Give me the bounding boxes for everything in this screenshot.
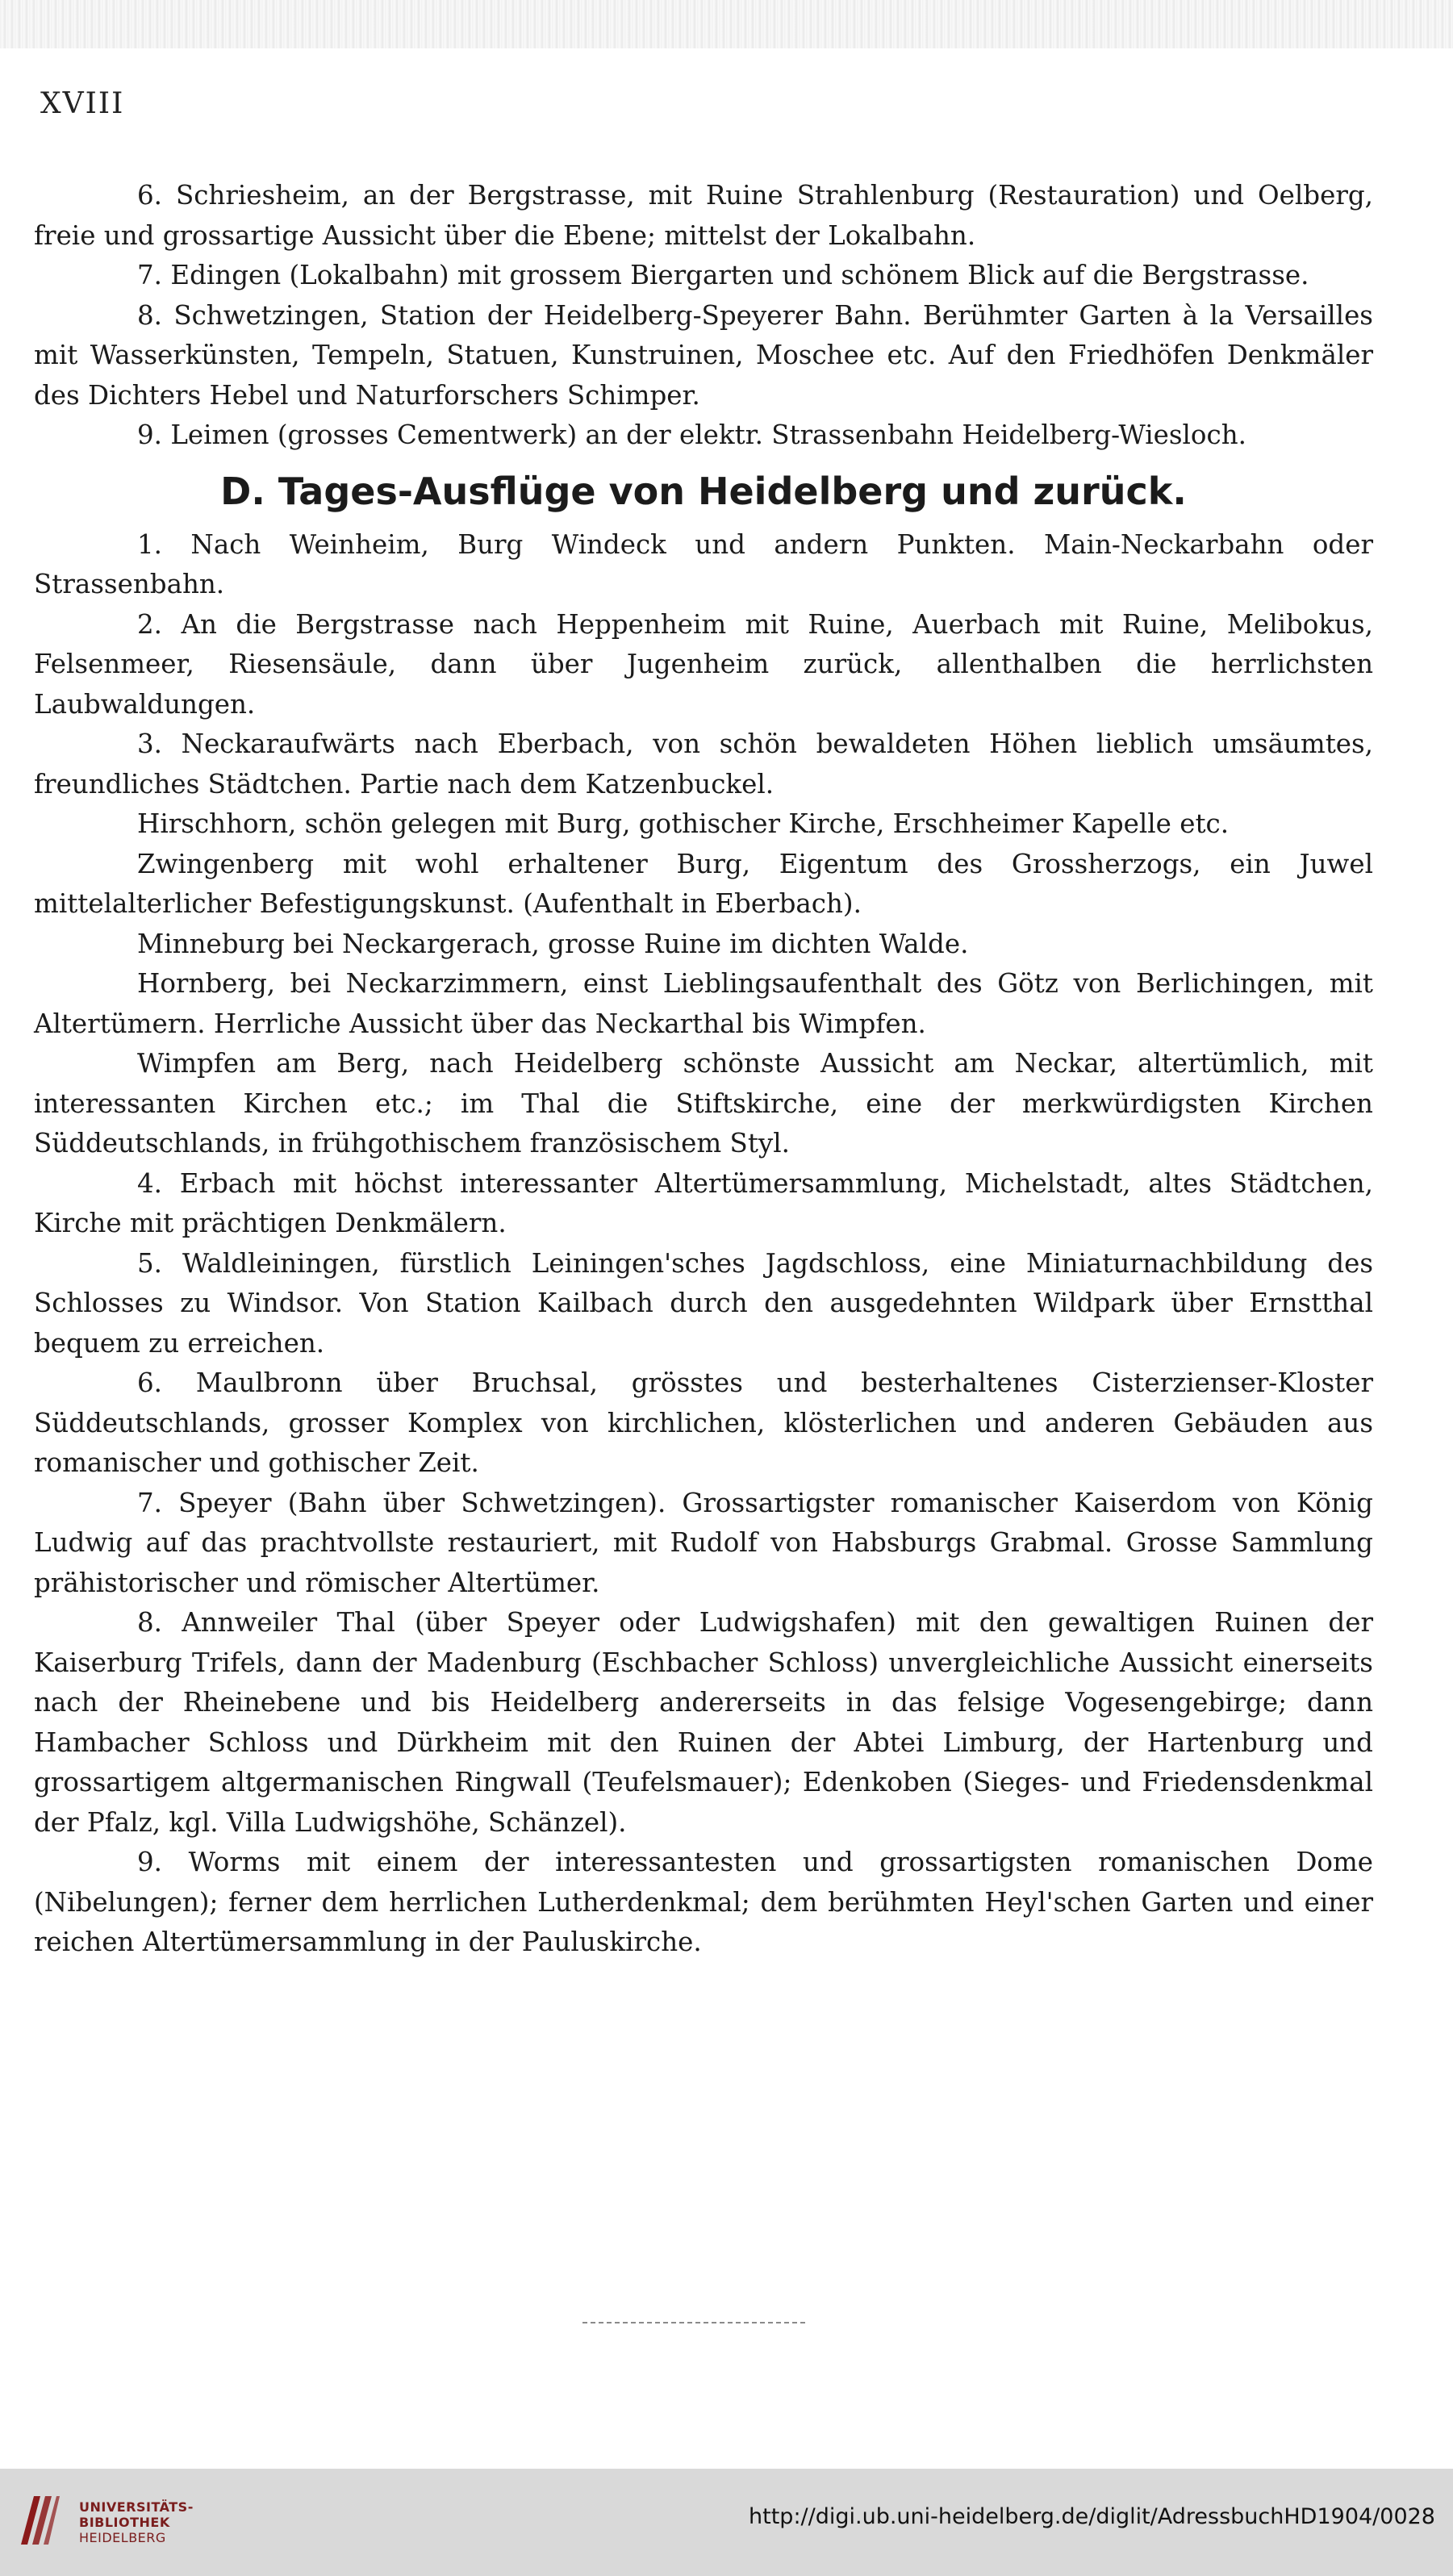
page-number: XVIII [40, 87, 125, 120]
library-name [79, 2499, 257, 2545]
library-logo-icon [16, 2491, 61, 2549]
paragraph-erbach: 4. Erbach mit höchst interessanter Altertümersammlung, Michelstadt, altes Städtchen, Kirche mit prächtigen Denkmälern. [34, 1167, 1373, 1238]
paragraph-maulbronn: 6. Maulbronn über Bruchsal, grösstes und besterhaltenes Cisterzienser-Kloster Süddeutschlands, grosser Komplex von kirchlichen, klösterlichen und anderen Gebäuden aus romanischer und gothischer Zeit. [34, 1367, 1373, 1478]
paragraph-leimen: 9. Leimen (grosses Cementwerk) an der elektr. Strassenbahn Heidelberg-Wiesloch. [137, 420, 1246, 450]
paragraph-edingen: 7. Edingen (Lokalbahn) mit grossem Biergarten und schönem Blick auf die Bergstrasse. [137, 260, 1309, 290]
paragraph-hirschhorn: Hirschhorn, schön gelegen mit Burg, gothischer Kirche, Erschheimer Kapelle etc. [137, 808, 1230, 839]
paragraph-schwetzingen: 8. Schwetzingen, Station der Heidelberg-Speyerer Bahn. Berühmter Garten à la Versailles mit Wasserkünsten, Tempeln, Statuen, Kunstruinen, Moschee etc. Auf den Friedhöfen Denkmäler des Dichters Hebel und Naturforschers Schimper. [34, 299, 1373, 411]
paragraph-annweiler: 8. Annweiler Thal (über Speyer oder Ludwigshafen) mit den gewaltigen Ruinen der Kaiserburg Trifels, dann der Madenburg (Eschbacher Schloss) unvergleichliche Aussicht einerseits nach der Rheinebene und bis Heidelberg andererseits in das felsige Vogesengebirge; dann Hambacher Schloss und Dürkheim mit den Ruinen der Abtei Limburg, der Hartenburg und grossartigem altgermanischen Ringwall (Teufelsmauer); Edenkoben (Sieges- und Friedensdenkmal der Pfalz, kgl. Villa Ludwigshöhe, Schänzel). [34, 1607, 1373, 1838]
paragraph-waldleiningen: 5. Waldleiningen, fürstlich Leiningen'sches Jagdschloss, eine Miniaturnachbildung des Schlosses zu Windsor. Von Station Kailbach durch den ausgedehnten Wildpark über Ernstthal bequem zu erreichen. [34, 1247, 1373, 1359]
paragraph-schriesheim: 6. Schriesheim, an der Bergstrasse, mit Ruine Strahlenburg (Restauration) und Oelberg, freie und grossartige Aussicht über die Ebene; mittelst der Lokalbahn. [34, 180, 1373, 251]
paragraph-zwingenberg: Zwingenberg mit wohl erhaltener Burg, Eigentum des Grossherzogs, ein Juwel mittelalterlicher Befestigungskunst. (Aufenthalt in Eberbach). [34, 848, 1373, 919]
paragraph-eberbach: 3. Neckaraufwärts nach Eberbach, von schön bewaldeten Höhen lieblich umsäumtes, freundliches Städtchen. Partie nach dem Katzenbuckel. [34, 729, 1373, 800]
paragraph-worms: 9. Worms mit einem der interessantesten und grossartigsten romanischen Dome (Nibelungen); ferner dem herrlichen Lutherdenkmal; dem berühmten Heyl'schen Garten und einer reichen Altertümersammlung in der Pauluskirche. [34, 1847, 1373, 1957]
paragraph-speyer: 7. Speyer (Bahn über Schwetzingen). Grossartigster romanischer Kaiserdom von König Ludwig auf das prachtvollste restauriert, mit Rudolf von Habsburgs Grabmal. Grosse Sammlung prähistorischer und römischer Altertümer. [34, 1487, 1373, 1598]
source-url-link[interactable]: http://digi.ub.uni-heidelberg.de/diglit/AdressbuchHD1904/0028 [749, 2504, 1435, 2529]
library-name-line2: BIBLIOTHEK [79, 2515, 170, 2530]
library-name-line1: UNIVERSITÄTS- [79, 2499, 194, 2515]
section-heading: D. Tages-Ausflüge von Heidelberg und zurück. [220, 469, 1187, 513]
paragraph-hornberg: Hornberg, bei Neckarzimmern, einst Lieblingsaufenthalt des Götz von Berlichingen, mit Altertümern. Herrliche Aussicht über das Neckarthal bis Wimpfen. [34, 968, 1373, 1039]
library-name-line3: HEIDELBERG [79, 2530, 166, 2545]
end-divider [582, 2322, 805, 2323]
paragraph-bergstrasse: 2. An die Bergstrasse nach Heppenheim mit Ruine, Auerbach mit Ruine, Melibokus, Felsenmeer, Riesensäule, dann über Jugenheim zurück, allenthalben die herrlichsten Laubwaldungen. [34, 608, 1373, 720]
scan-edge-noise [0, 0, 1453, 48]
footer-bar [0, 2469, 1453, 2576]
page-body [34, 176, 1373, 1963]
paragraph-weinheim: 1. Nach Weinheim, Burg Windeck und andern Punkten. Main-Neckarbahn oder Strassenbahn. [34, 528, 1373, 599]
paragraph-minneburg: Minneburg bei Neckargerach, grosse Ruine im dichten Walde. [137, 928, 969, 959]
paragraph-wimpfen: Wimpfen am Berg, nach Heidelberg schönste Aussicht am Neckar, altertümlich, mit interessanten Kirchen etc.; im Thal die Stiftskirche, eine der merkwürdigsten Kirchen Süddeutschlands, in frühgothischem französischem Styl. [34, 1048, 1373, 1159]
